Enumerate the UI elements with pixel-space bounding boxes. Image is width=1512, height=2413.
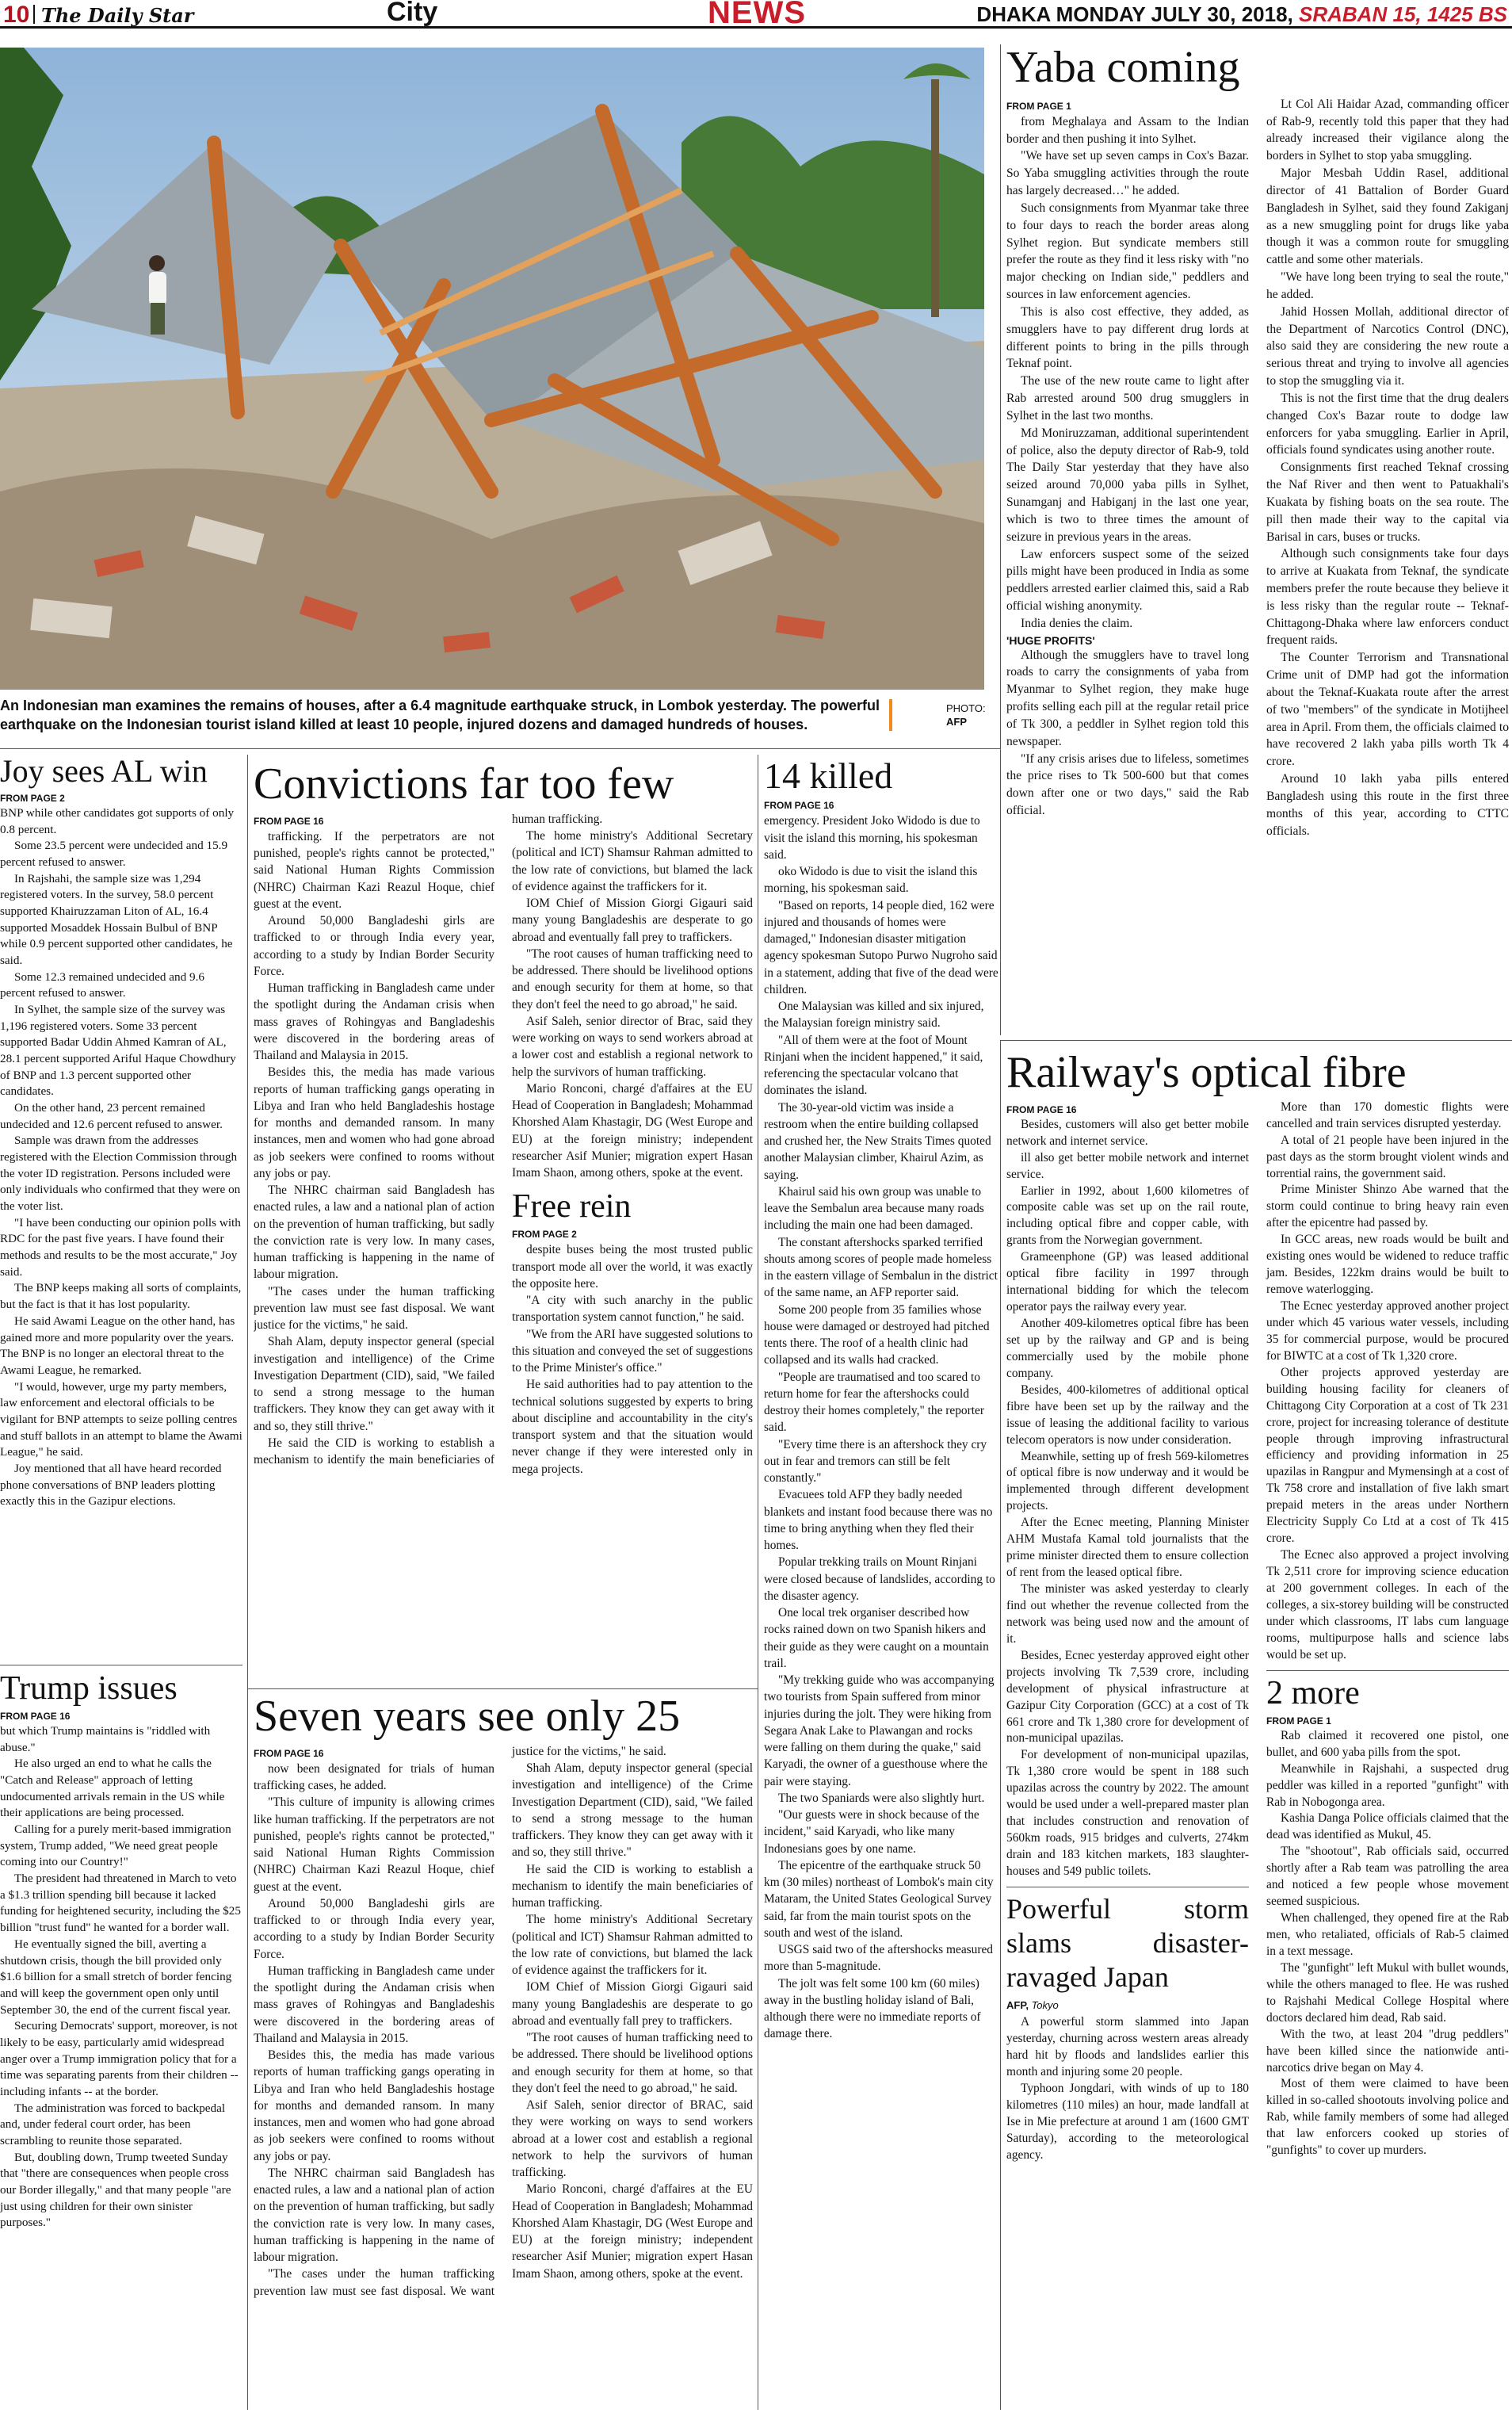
paragraph: Kashia Danga Police officials claimed that the dead was identified as Mukul, 45. [1266, 1811, 1509, 1842]
byline-agency: AFP, [1006, 1999, 1029, 2012]
paragraph: Another 409-kilometres optical fibre has been set up by the railway and GP and is being commercially used by the mobile phone company. [1006, 1317, 1249, 1380]
paragraph: "Based on reports, 14 people died, 162 were injured and thousands of homes were damaged," Indonesian disaster mitigation agency spokesman Sutopo Purwo Nugroho said in a statement, adding that five of the dead were children. [764, 898, 998, 996]
paragraph: Most of them were claimed to have been killed in so-called shootouts involving police and Rab, while family members of some had alleged that law enforcers cooked up stories of "gunfights" to cover up murders. [1266, 2077, 1509, 2158]
paragraph: He said Awami League on the other hand, has gained more and more popularity over the years. The BNP is no longer an electoral threat to the Awami League, he remarked. [0, 1314, 235, 1377]
paragraph: The use of the new route came to light after Rab arrested around 500 drug smugglers in Sylhet in the last two months. [1006, 374, 1249, 423]
paragraph: But, doubling down, Trump tweeted Sunday that "there are consequences when people cross our Border illegally," and that many people "are just using children for their own sinister purposes." [0, 2150, 231, 2230]
paragraph: Jahid Hossen Mollah, additional director of the Department of Narcotics Control (DNC), also said they are considering the new route a serious threat and trying to involve all agencies to stop the smuggling via it. [1266, 304, 1509, 388]
paragraph: The administration was forced to backpedal and, under federal court order, has been scrambling to reunite those separated. [0, 2101, 226, 2147]
jump-from: FROM PAGE 16 [764, 800, 834, 812]
paragraph: Law enforcers suspect some of the seized pills might have been produced in India as some peddlers arrested earlier claimed this, said a Rab official wishing anonymity. [1006, 547, 1249, 613]
paragraph: Meanwhile in Rajshahi, a suspected drug peddler was killed in a reported "gunfight" with Rab in Nobogonga area. [1266, 1761, 1509, 1809]
paragraph: trafficking. If the perpetrators are not punished, people's rights cannot be protected," said National Human Rights Commission (NHRC) Chairman Kazi Reazul Hoque, chief guest at the event. [254, 829, 494, 911]
paragraph: Securing Democrats' support, moreover, is not likely to be easy, particularly amid widespread anger over a Trump immigration policy that for a time was separating parents from their children -- including infants -- at the border. [0, 2019, 239, 2098]
paragraph: Around 10 lakh yaba pills entered Bangladesh using this route in the first three months of this year, according to CTTC officials. [1266, 772, 1509, 838]
paragraph: Consignments first reached Teknaf crossing the Naf River and then went to Patuakhali's Kuakata by fishing boats on the sea route. The pill then made their way to the capital via Barisal in cars, buses or trucks. [1266, 461, 1509, 544]
paragraph: Mario Ronconi, chargé d'affaires at the EU Head of Cooperation in Bangladesh; Mohammad Khorshed Alam Khastagir, DG (West Europe and EU) at the foreign ministry; independent researcher Asif Munier; migration expert Hasan Imam Shaon, among others, spoke at the event. [512, 2182, 753, 2281]
paragraph: "I would, however, urge my party members, law enforcement and electoral officials to be vigilant for BNP attempts to seize polling centres and stuff ballots in an attempt to blame the Awami League," he said. [0, 1379, 242, 1459]
paragraph: Besides, Ecnec yesterday approved eight other projects involving Tk 7,539 crore, including development of physical infrastructure at Gazipur City Corporation (GCC) at a cost of Tk 661 crore and Tk 1,380 crore for development of non-municipal upazilas. [1006, 1648, 1249, 1746]
paragraph: oko Widodo is due to visit the island this morning, his spokesman said. [764, 865, 978, 896]
story-convictions-far-too-few [254, 761, 753, 1665]
photo-credit-label: PHOTO: [946, 702, 986, 714]
jump-from: FROM PAGE 16 [0, 1711, 71, 1723]
headline-joy-sees-al-win: Joy sees AL win [0, 755, 208, 789]
paragraph: He said the CID is working to establish a mechanism to identify the main beneficiaries of human trafficking. [512, 1862, 753, 1910]
newspaper-name: The Daily Star [41, 4, 194, 27]
paragraph: The two Spaniards were also slightly hurt. [778, 1791, 985, 1805]
paragraph: Some 23.5 percent were undecided and 15.9 percent refused to answer. [0, 839, 228, 870]
paragraph: With the two, at least 204 "drug peddlers" have been killed since the nationwide anti-narcotics drive began on May 4. [1266, 2027, 1509, 2075]
paragraph: He said authorities had to pay attention to the technical solutions suggested by experts to bring about discipline and accountability in the city's transport system and that the situation would never change if they were interested only in mega projects. [512, 1378, 753, 1476]
paragraph: The minister was asked yesterday to clearly find out whether the revenue collected from the network was being used now and the amount of it. [1006, 1582, 1249, 1646]
subhead: 'HUGE PROFITS' [1006, 633, 1095, 647]
paragraph: "Our guests were in shock because of the incident," said Karyadi, who like many Indonesians goes by one name. [764, 1808, 979, 1856]
headline-2-more: 2 more [1266, 1674, 1360, 1711]
column-rule [247, 755, 248, 2410]
paragraph: despite buses being the most trusted public transport mode all over the world, it was exactly the opposite here. [512, 1243, 753, 1291]
paragraph: "We from the ARI have suggested solutions to this situation and conveyed the set of suggestions to the Prime Minister's office." [512, 1327, 753, 1375]
byline-place: Tokyo [1031, 1999, 1059, 2012]
paragraph: Meanwhile, setting up of fresh 569-kilometres of optical fibre is now underway and it would be implemented through different development projects. [1006, 1449, 1249, 1513]
story-body [764, 813, 998, 2042]
paragraph: He eventually signed the bill, averting a shutdown crisis, though the bill provided only $1.6 billion for a small stretch of border fencing and will keep the government open only until September 30, the end of the current fiscal year. [0, 1937, 232, 2017]
paragraph: Evacuees told AFP they badly needed blankets and instant food because there was no time to bring anything when they fled their homes. [764, 1488, 993, 1553]
paragraph: On the other hand, 23 percent remained undecided and 12.6 percent refused to answer. [0, 1101, 223, 1131]
collapsed-houses-image [0, 48, 984, 690]
headline-convictions-far-too-few: Convictions far too few [254, 761, 674, 809]
paragraph: Such consignments from Myanmar take three to four days to reach the border areas along Sylhet region. But syndicate members still prefer the route as they find it less risky with "no major checking on Indian side," peddlers and sources in law enforcement agencies. [1006, 201, 1249, 302]
paragraph: Although the smugglers have to travel long roads to carry the consignments of yaba from Myanmar to Sylhet region, they make huge profits selling each pill at the regular retail price of Tk 300, a peddler in Sylhet region told this newspaper. [1006, 648, 1249, 748]
headline-14-killed: 14 killed [764, 757, 893, 796]
dateline-bengali: SRABAN 15, 1425 BS [1299, 2, 1507, 26]
paragraph: The jolt was felt some 100 km (60 miles) away in the bustling holiday island of Bali, although there were no immediate reports of damage there. [764, 1976, 981, 2041]
paragraph: Human trafficking in Bangladesh came under the spotlight during the Andaman crisis when mass graves of Rohingyas and Bangladeshis were discovered in the bordering areas of Thailand and Malaysia in 2015. [254, 1964, 494, 2045]
paragraph: Grameenphone (GP) was leased additional optical fibre facility in 1997 through international bidding for which the telecom operator pays the railway every year. [1006, 1250, 1249, 1314]
headline-seven-years-see-only-25: Seven years see only 25 [254, 1693, 681, 1741]
paragraph: The 30-year-old victim was inside a restroom when the entire building collapsed and crushed her, the New Straits Times quoted another Malaysian climber, Khairul Azim, as saying. [764, 1100, 991, 1182]
paragraph: now been designated for trials of human trafficking cases, he added. [254, 1761, 494, 1793]
jump-from: FROM PAGE 1 [1266, 1715, 1331, 1727]
paragraph: This is not the first time that the drug dealers changed Cox's Bazar route to dodge law enforcers for yaba smuggling. Earlier in April, officials found syndicates using another route. [1266, 391, 1509, 457]
paragraph: Calling for a purely merit-based immigration system, Trump added, "We need great people coming into our Country!" [0, 1822, 231, 1869]
paragraph: "The cases under the human trafficking prevention law must see fast disposal. We want justice for the victims," he said. [254, 1284, 494, 1333]
paragraph: A total of 21 people have been injured in the past days as the storm brought violent winds and torrential rains, the government said. [1266, 1133, 1509, 1180]
paragraph: Earlier in 1992, about 1,600 kilometres of composite cable was set up on the rail route, including optical fibre and copper cable, with grants from the Norwegian government. [1006, 1184, 1249, 1248]
paragraph: "Every time there is an aftershock they cry out in fear and tremors can still be felt constantly." [764, 1437, 987, 1486]
story-railway-optical-fibre [1006, 1050, 1509, 2410]
paragraph: The Counter Terrorism and Transnational Crime unit of DMP had got the information about the Teknaf-Kuakata route after the arrest of two "members" of the syndicate in Motijheel area in April. From them, the officials claimed to have recovered 2 lakh yaba pills worth Tk 4 crore. [1266, 651, 1509, 769]
paragraph: Although such consignments take four days to arrive at Kuakata from Teknaf, the syndicate members prefer the route because they believe it is less risky than the regular route -- Teknaf-Chittagong-Dhaka where law enforcers conduct frequent raids. [1266, 547, 1509, 648]
story-yaba-coming [1006, 44, 1509, 1035]
paragraph: BNP while other candidates got supports of only 0.8 percent. [0, 806, 235, 836]
category-label: NEWS [708, 0, 806, 30]
story-trump-issues [0, 1671, 242, 2410]
paragraph: India denies the claim. [1021, 616, 1133, 630]
masthead-divider [33, 5, 35, 24]
paragraph: "People are traumatised and too scared to return home for fear the aftershocks could destroy their homes completely," the reporter said. [764, 1370, 984, 1435]
paragraph: This is also cost effective, they added, as smugglers have to pay different drug lords at different points to bring in the pills through Teknaf point. [1006, 304, 1249, 371]
paragraph: Rab claimed it recovered one pistol, one bullet, and 600 yaba pills from the spot. [1266, 1728, 1509, 1759]
story-body [1006, 96, 1509, 1031]
paragraph: ill also get better mobile network and internet service. [1006, 1150, 1249, 1181]
paragraph: The "gunfight" left Mukul with bullet wounds, while the others managed to flee. He was rushed to Rajshahi Medical College Hospital where doctors declared him dead, Rab said. [1266, 1960, 1509, 2025]
paragraph: USGS said two of the aftershocks measured more than 5-magnitude. [764, 1943, 993, 1974]
paragraph: IOM Chief of Mission Giorgi Gigauri said many young Bangladeshis are desperate to go abroad and eventually fall prey to traffickers. [512, 897, 753, 944]
paragraph: He also urged an end to what he calls the "Catch and Release" approach of letting undocumented arrivals remain in the US while their applications are being processed. [0, 1757, 225, 1820]
headline-free-rein: Free rein [512, 1188, 632, 1226]
paragraph: "My trekking guide who was accompanying two tourists from Spain suffered from minor injuries during the jolt. They were hiking from Segara Anak Lake to Plawangan and rocks were falling on them during the quake," said Karyadi, the owner of a guesthouse where the pair were staying. [764, 1673, 995, 1788]
paragraph: "The root causes of human trafficking need to be addressed. There should be livelihood options and enough security for them at home, so that they don't feel the need to go abroad," he said. [512, 946, 753, 1011]
paragraph: In Rajshahi, the sample size was 1,294 registered voters. In the survey, 58.0 percent supported Khairuzzaman Liton of AL, 16.4 supported Mosaddek Hossain Bulbul of BNP while 0.9 percent supported other candidates, he said. [0, 871, 233, 968]
paragraph: "This culture of impunity is allowing crimes like human trafficking. If the perpetrators are not punished, people's rights cannot be protected," said National Human Rights Commission (NHRC) Chairman Kazi Reazul Hoque, chief guest at the event. [254, 1795, 494, 1894]
paragraph: Md Moniruzzaman, additional superintendent of police, also the deputy director of Rab-9, told The Daily Star yesterday that they have also seized around 70,000 yaba pills in Sylhet, Sunamganj and Habiganj in the last one year, which is two to three times the amount of seizure in previous years in the areas. [1006, 426, 1249, 544]
column-rule [1000, 44, 1001, 1035]
paragraph: Besides this, the media has made various reports of human trafficking gangs operating in Libya and Iran who held Bangladeshis hostage for months and demanded ransom. In many instances, men and women who had gone abroad as job seekers were confined to rooms without any jobs or pay. [254, 2048, 494, 2163]
paragraph: "All of them were at the foot of Mount Rinjani when the incident happened," it said, referencing the spectacular volcano that dominates the island. [764, 1033, 983, 1098]
paragraph: Human trafficking in Bangladesh came under the spotlight during the Andaman crisis when mass graves of Rohingyas and Bangladeshis were discovered in the bordering areas of Thailand and Malaysia in 2015. [254, 981, 494, 1063]
paragraph: Lt Col Ali Haidar Azad, commanding officer of Rab-9, recently told this paper that they had already increased their vigilance along the borders in Sylhet to stop yaba smuggling. [1266, 97, 1509, 163]
paragraph: but which Trump maintains is "riddled with abuse." [0, 1724, 211, 1754]
story-body [254, 1743, 753, 2401]
dateline-city: DHAKA [976, 2, 1051, 26]
photo-credit-source: AFP [946, 715, 967, 728]
paragraph: "A city with such anarchy in the public transportation system cannot function," he said. [512, 1294, 753, 1325]
jump-from: FROM PAGE 2 [0, 793, 65, 804]
column-rule [1000, 1040, 1001, 2410]
story-body [0, 1723, 242, 2231]
photo-credit [946, 702, 986, 729]
section-rule [1000, 1040, 1512, 1041]
paragraph: "I have been conducting our opinion polls with RDC for the past five years. I have found their methods and results to be the most accurate," Joy said. [0, 1215, 241, 1279]
section-title: City [387, 0, 438, 27]
jump-from: FROM PAGE 16 [254, 815, 324, 827]
paragraph: Khairul said his own group was unable to leave the Sembalun area because many roads including the main one had been damaged. [764, 1184, 984, 1233]
jump-from: FROM PAGE 16 [254, 1747, 324, 1759]
paragraph: Shah Alam, deputy inspector general (special investigation and intelligence) of the Crime Investigation Department (CID), said, "We failed to send a strong message to the human traffickers. They know they can get away with it and so, they still thrive." [512, 1761, 753, 1860]
paragraph: Sample was drawn from the addresses registered with the Election Commission through the voter ID registration. Persons included were only individuals who confirmed that they were on the voter list. [0, 1134, 241, 1214]
paragraph: Mario Ronconi, chargé d'affaires at the EU Head of Cooperation in Bangladesh; Mohammad Khorshed Alam Khastagir, DG (West Europe and EU) at the foreign ministry; independent researcher Asif Munier; migration expert Hasan Imam Shaon, among others, spoke at the event. [512, 1081, 753, 1180]
paragraph: Besides this, the media has made various reports of human trafficking gangs operating in Libya and Iran who held Bangladeshis hostage for months and demanded ransom. In many instances, men and women who had gone abroad as job seekers were confined to rooms without any jobs or pay. [254, 1065, 494, 1180]
paragraph: Popular trekking trails on Mount Rinjani were closed because of landslides, according to the disaster agency. [764, 1555, 995, 1603]
paragraph: Typhoon Jongdari, with winds of up to 180 kilometres (110 miles) an hour, made landfall at Ise in Mie prefecture at around 1 am (1600 GMT Saturday), according to the meteorological agency. [1006, 2082, 1249, 2162]
section-rule [0, 748, 1000, 749]
paragraph: "The root causes of human trafficking need to be addressed. There should be livelihood options and enough security for them at home, so that they don't feel the need to go abroad," he said. [512, 2031, 753, 2095]
paragraph: emergency. President Joko Widodo is due to visit the island this morning, his spokesman said. [764, 814, 980, 862]
paragraph: He said the CID is working to establish a mechanism to identify the main beneficiaries of human trafficking. [254, 812, 603, 1467]
story-body [0, 805, 242, 1510]
page-masthead [0, 0, 1512, 29]
paragraph: Prime Minister Shinzo Abe warned that the storm could continue to bring heavy rain even after the epicentre had passed by. [1266, 1183, 1509, 1230]
jump-from: FROM PAGE 2 [512, 1229, 577, 1241]
dateline [976, 2, 1507, 27]
paragraph: The "shootout", Rab officials said, occurred shortly after a Rab team was patrolling the area and noticed a few people whose movement seemed suspicious. [1266, 1845, 1509, 1909]
paragraph: The Ecnec yesterday approved another project under which 45 various water vessels, including 35 for commercial purpose, would be procured for BIWTC at a cost of Tk 1,320 crore. [1266, 1299, 1509, 1363]
paragraph: Besides, 400-kilometres of additional optical fibre have been set up by the railway and the issue of leasing the additional facility to various telecom operators is now under consideration. [1006, 1382, 1249, 1447]
paragraph: Other projects approved yesterday are building housing facility for cleaners of Chittagong City Corporation at a cost of Tk 231 crore, project for increasing tolerance of destitute people through improving infrastructural efficiency and providing information in 25 upazilas in Rangpur and Mymensingh at a cost of Tk 758 crore and installation of five lakh smart prepaid meters in the areas under Northern Electricity Supply Co Ltd at a cost of Tk 415 crore. [1266, 1365, 1509, 1546]
story-body [1006, 1099, 1509, 2400]
paragraph: When challenged, they opened fire at the Rab men, who retaliated, officials of Rab-5 claimed in a text message. [1266, 1911, 1509, 1958]
paragraph: In GCC areas, new roads would be built and existing ones would be widened to reduce traffic jam. Besides, 122km drains would be built to remove waterlogging. [1266, 1233, 1509, 1297]
paragraph: Besides, customers will also get better mobile network and internet service. [1006, 1117, 1249, 1148]
headline-yaba-coming: Yaba coming [1006, 44, 1240, 92]
paragraph: Joy mentioned that all have heard recorded phone conversations of BNP leaders plotting exactly this in the Gazipur elections. [0, 1461, 222, 1509]
paragraph: The NHRC chairman said Bangladesh has enacted rules, a law and a national plan of action on the prevention of human trafficking, but sadly the conviction rate is very low. In many cases, human trafficking is happening in the name of labour migration. [254, 2166, 494, 2265]
story-joy-sees-al-win [0, 755, 242, 1658]
byline [1006, 1999, 1249, 2011]
paragraph: The BNP keeps making all sorts of complaints, but the fact is that it has lost popularity. [0, 1281, 242, 1312]
jump-from: FROM PAGE 1 [1006, 100, 1071, 112]
earthquake-photo [0, 48, 984, 690]
paragraph: The NHRC chairman said Bangladesh has enacted rules, a law and a national plan of action on the prevention of human trafficking, but sadly the conviction rate is very low. In many cases, human trafficking is happening in the name of labour migration. [254, 1184, 494, 1282]
paragraph: After the Ecnec meeting, Planning Minister AHM Mustafa Kamal told journalists that the prime minister directed them to ensure collection of rent from the leased optical fibre. [1006, 1516, 1249, 1580]
paragraph: "We have set up seven camps in Cox's Bazar. So Yaba smuggling activities through the route has largely decreased…" he added. [1006, 149, 1249, 198]
story-body [254, 811, 753, 1651]
headline-railway-optical-fibre: Railway's optical fibre [1006, 1050, 1407, 1097]
section-rule [247, 1688, 758, 1689]
story-seven-years-see-only-25 [254, 1693, 753, 2410]
paragraph: Asif Saleh, senior director of Brac, said they were working on ways to send workers abroad at a lower cost and establish a regional network to help the survivors of human trafficking. [512, 1014, 753, 1079]
caption-accent-bar [889, 699, 892, 731]
paragraph: The home ministry's Additional Secretary (political and ICT) Shamsur Rahman admitted to the low rate of convictions, but blamed the lack of evidence against the traffickers for it. [512, 829, 753, 893]
photo-caption: An Indonesian man examines the remains of houses, after a 6.4 magnitude earthquake struck, in Lombok yesterday. The powerful earthquake on the Indonesian tourist island killed at least 10 people, injured dozens and damaged hundreds of houses. [0, 698, 880, 733]
paragraph: Around 50,000 Bangladeshi girls are trafficked to or through India every year, according to a study by Indian Border Security Force. [254, 914, 494, 978]
paragraph: In Sylhet, the sample size of the survey was 1,196 registered voters. Some 33 percent supported Badar Uddin Ahmed Kamran of AL, 28.1 percent supported Ariful Haque Chowdhury of BNP and 1.3 percent supported other candidates. [0, 1003, 236, 1099]
paragraph: The home ministry's Additional Secretary (political and ICT) Shamsur Rahman admitted to the low rate of convictions, but blamed the lack of evidence against the traffickers for it. [512, 1913, 753, 1978]
headline-trump-issues: Trump issues [0, 1671, 178, 1707]
paragraph: Some 200 people from 35 families whose house were damaged or destroyed had pitched tents there. The roof of a health clinic had collapsed and its walls had cracked. [764, 1302, 990, 1367]
paragraph: "We have long been trying to seal the route," he added. [1266, 270, 1509, 301]
paragraph: More than 170 domestic flights were cancelled and train services disrupted yesterday. [1266, 1099, 1509, 1130]
paragraph: The Ecnec also approved a project involving Tk 2,511 crore for improving science education at 200 government colleges. In each of the colleges, a six-storey building will be constructed under which classrooms, IT labs cum language rooms, multipurpose halls and science labs would be set up. [1266, 1548, 1509, 1662]
headline-powerful-storm: Powerful storm slams disaster-ravaged Japan [1006, 1892, 1249, 1994]
dateline-date: MONDAY JULY 30, 2018, [1056, 2, 1293, 26]
paragraph: Major Mesbah Uddin Rasel, additional director of 41 Battalion of Border Guard Bangladesh in Sylhet, said they found Zakiganj as a new smuggling point for drugs like yaba though it was a common route for smuggling cattle and some other materials. [1266, 166, 1509, 267]
jump-from: FROM PAGE 16 [1006, 1103, 1077, 1115]
paragraph: IOM Chief of Mission Giorgi Gigauri said many young Bangladeshis are desperate to go abroad and eventually fall prey to traffickers. [512, 1980, 753, 2028]
paragraph: from Meghalaya and Assam to the Indian border and then pushing it into Sylhet. [1006, 114, 1249, 146]
paragraph: One local trek organiser described how rocks rained down on two Spanish hikers and their guide as they were caught on a mountain trail. [764, 1606, 989, 1670]
paragraph: The president had threatened in March to veto a $1.3 trillion spending bill because it lacked funding for heightened security, including the $25 billion "trust fund" he wanted for a border wall. [0, 1872, 241, 1935]
paragraph: A powerful storm slammed into Japan yesterday, churning across western areas already hard hit by floods and landslides earlier this month and injuring some 20 people. [1006, 2015, 1249, 2079]
paragraph: For development of non-municipal upazilas, Tk 1,380 crore would be spent in 188 such upazilas across the country by 2022. The amount would be used under a well-prepared master plan that includes construction and renovation of 560km roads, 915 bridges and culverts, 274km drain and 183 kitchen markets, 183 slaughter-houses and 549 public toilets. [1006, 1748, 1249, 1878]
paragraph: Asif Saleh, senior director of BRAC, said they were working on ways to send workers abroad at a lower cost and establish a regional network to help the survivors of human trafficking. [512, 2098, 753, 2180]
paragraph: Shah Alam, deputy inspector general (special investigation and intelligence) of the Crime Investigation Department (CID), said, "We failed to send a strong message to the human traffickers. They know they can get away with it and so, they still thrive." [254, 1335, 494, 1433]
paragraph: The constant aftershocks sparked terrified shouts among scores of people made homeless in the eastern village of Sembalun in the district of the same name, an AFP reporter said. [764, 1235, 998, 1300]
page-number: 10 [3, 2, 30, 28]
paragraph: "If any crisis arises due to lifeless, sometimes the price rises to Tk 500-600 but that comes down after one or two days," said the Rab official. [1006, 751, 1249, 818]
paragraph: Some 12.3 remained undecided and 9.6 percent refused to answer. [0, 969, 204, 1000]
paragraph: Around 50,000 Bangladeshi girls are trafficked to or through India every year, according to a study by Indian Border Security Force. [254, 1896, 494, 1961]
paragraph: "The cases under the human trafficking prevention law must see fast disposal. We want justice for the victims," he said. [254, 1744, 666, 2298]
story-14-killed [764, 757, 998, 2410]
paragraph: One Malaysian was killed and six injured, the Malaysian foreign ministry said. [764, 1000, 984, 1031]
paragraph: The epicentre of the earthquake struck 50 km (30 miles) northeast of Lombok's main city Mataram, the United States Geological Survey said, far from the main tourist spots on the south and west of the island. [764, 1858, 994, 1940]
